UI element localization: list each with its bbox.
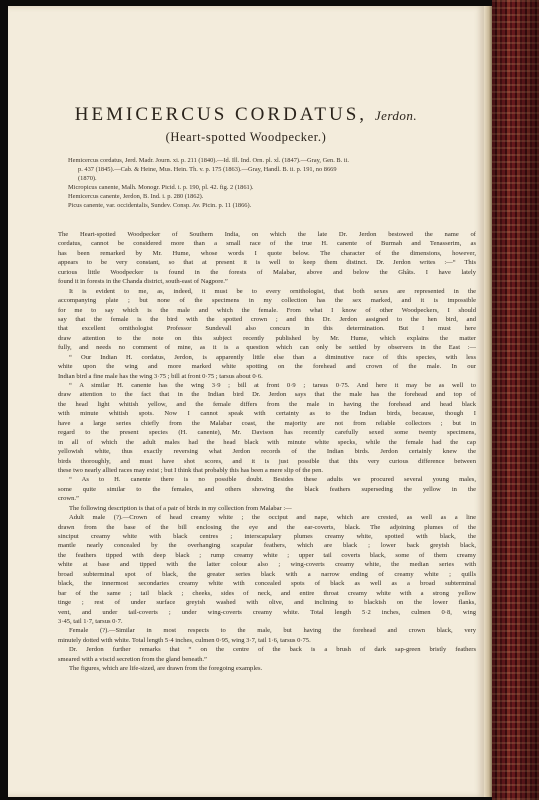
body-line: Adult male (?).—Crown of head creamy white ; the occiput and nape, which are crested, as well as a line xyxy=(69,514,476,522)
body-line: in all of which the adult males had the head black with minute white specks, while the female had the cap xyxy=(58,438,476,446)
body-line: cordatus, cannot be considered more than a small race of the true H. canente of Burmah and Tenasserim, as xyxy=(58,240,476,248)
synonymy-line: Hemicercus canente, Jerdon, B. Ind. i. p. 280 (1862). xyxy=(68,193,204,201)
body-line: “ A similar H. canente has the wing 3·9 ; bill at front 0·9 ; tarsus 0·75. And here it may be as well to xyxy=(69,382,476,389)
body-line: yellowish white, thus exactly reversing what Jerdon records of the Indian birds. Jerdon certainly knew the xyxy=(58,448,476,456)
body-line: these two nearly allied races may exist ; but I think that probably this has been a mere slip of the pen. xyxy=(58,466,324,474)
book-edge-shadow xyxy=(492,0,539,800)
body-text xyxy=(58,230,476,674)
body-line: the head light whitish yellow, and the female differs from the male in having the forehead and head black xyxy=(58,400,476,408)
body-line: mantle nearly concealed by the overhanging scapular feathers, which are black ; lower back greyish black, xyxy=(58,542,476,550)
body-line: found it in forests in the Chanda district, south-east of Nagpore.” xyxy=(58,278,228,286)
body-line: regard to the present species (H. canente), Mr. Davison has recently carefully sexed some twenty specimens, xyxy=(58,429,476,437)
species-title xyxy=(8,104,484,126)
body-line: draw attention to the note on this subject recently published by Mr. Hume, which explains the matter xyxy=(58,334,476,342)
body-line: have a large series chiefly from the Malabar coast, the majority are not from reliable collectors ; but in xyxy=(58,419,476,427)
species-author: Jerdon. xyxy=(374,108,418,123)
synonymy-line: Micropicus canente, Malh. Monogr. Picid. i. p. 190, pl. 42. fig. 2 (1861). xyxy=(68,184,254,192)
body-line: black, the innermost secondaries creamy white with concealed spots of black as well as a broad subterminal xyxy=(58,580,476,588)
body-line: vent, and under tail-coverts ; under wing-coverts creamy white. Total length 5·2 inches, culmen 0·8, wing xyxy=(58,608,476,616)
synonymy-line: (1870). xyxy=(78,175,97,183)
body-line: It is evident to me, as, indeed, it must be to every ornithologist, that both sexes are represented in the xyxy=(69,287,476,295)
body-line: Indian bird a fine male has the wing 3·75 ; bill at front 0·75 ; tarsus about 0·6. xyxy=(58,372,263,380)
body-line: curious little Woodpecker is found in the forests of Malabar, above and below the Ghâts. I have lately xyxy=(58,268,476,276)
body-line: bar of the same ; tail black ; cheeks, sides of neck, and entire throat creamy white with a strong yellow xyxy=(58,589,476,597)
body-line: Dr. Jerdon further remarks that “ on the centre of the back is a brush of dark sap-green bristly feathers xyxy=(69,646,476,654)
body-line: appears to be very constant, so that at present it is well to keep them distinct. Dr. Jerdon writes :—“ This xyxy=(58,259,476,267)
body-line: Female (?).—Similar in most respects to the male, but having the forehead and crown black, very xyxy=(69,627,476,635)
body-line: the feathers tipped with deep black ; rump creamy white ; upper tail coverts black, some of them creamy xyxy=(58,551,476,559)
body-line: 3·45, tail 1·7, tarsus 0·7. xyxy=(58,617,123,625)
synonymy-block xyxy=(68,156,468,211)
book-page xyxy=(8,6,484,797)
body-line: some quite similar to the females, and others showing the black feathers superseding the yellow in the xyxy=(58,485,476,493)
species-name: HEMICERCUS CORDATUS, xyxy=(74,104,368,125)
body-line: has been remarked by Mr. Hume, whose words I quote below. The character of the dimensions, however, xyxy=(58,249,476,257)
body-line: minutely dotted with white. Total length 5·4 inches, culmen 0·95, wing 3·7, tail 1·6, tarsus 0·75. xyxy=(58,636,311,644)
body-line: tinge ; rest of under surface greyish washed with olive, and inclining to blackish on the lower flanks, xyxy=(58,599,476,607)
body-line: birds thoroughly, and must have shot scores, and it is just possible that this very curious difference between xyxy=(58,457,476,465)
body-line: smeared with a viscid secretion from the gland beneath.” xyxy=(58,655,207,663)
synonymy-line: p. 437 (1845).—Cab. & Heine, Mus. Hein. Th. v. p. 175 (1863).—Gray, Handl. B. ii. p. 191, no 8669 xyxy=(78,166,337,174)
body-line: drawn from the base of the bill enclosing the eye and the ear-coverts, black. The adjoining plumes of the xyxy=(58,523,476,531)
body-line: broad subterminal spot of black, the greater series black with a narrow ending of creamy white ; quills xyxy=(58,570,476,578)
body-line: say that the female is the bird with the spotted crown ; and this Dr. Jerdon assigned to the hen bird, and xyxy=(58,315,476,323)
body-line: for me to say which is the male and which the female. From what I know of other Woodpeckers, I should xyxy=(58,306,476,314)
body-line: white upon the wing and more marked white spotting on the forehead and crown of the male. In our xyxy=(58,363,476,371)
synonymy-line: Hemicercus cordatus, Jerd. Madr. Journ. xi. p. 211 (1840).—Id. Ill. Ind. Orn. pl. xl. (1847).—Gray, Gen. B. ii. xyxy=(68,157,350,164)
body-line: with minute whitish spots. Now I cannot speak with certainty as to the Indian birds, because, though I xyxy=(58,410,476,418)
body-line: “ As to H. canente there is no possible doubt. Besides these adults we procured several young males, xyxy=(69,476,476,484)
body-line: The Heart-spotted Woodpecker of Southern India, on which the late Dr. Jerdon bestowed the name of xyxy=(58,231,476,238)
synonymy-line: Picus canente, var. occidentalis, Sundev. Consp. Av. Picin. p. 11 (1866). xyxy=(68,202,252,210)
body-line: fully, and needs no comment of mine, as it is a question which can only be settled by observers in the East :— xyxy=(58,344,476,352)
body-line: sinciput creamy white with black centres ; interscapulary plumes creamy white, spotted with black, the xyxy=(58,533,476,540)
body-line: draw attention to the fact that in the Indian bird Dr. Jerdon says that the male has the forehead and top of xyxy=(58,391,476,399)
body-line: crown.” xyxy=(58,495,79,503)
body-line: “ Our Indian H. cordatus, Jerdon, is apparently little else than a diminutive race of this species, with less xyxy=(69,353,476,361)
body-line: The following description is that of a pair of birds in my collection from Malabar :— xyxy=(69,504,292,512)
page-gutter xyxy=(484,6,492,797)
body-line: white at base and tipped with the latter colour also ; wing-coverts creamy white, the median series with xyxy=(58,561,476,569)
common-name: (Heart-spotted Woodpecker.) xyxy=(165,130,327,144)
body-line: accompanying plate ; but none of the specimens in my collection has the sex marked, and it is impossible xyxy=(58,297,476,305)
body-line: that excellent ornithologist Professor Sundevall also concurs in this determination. But I must here xyxy=(58,325,476,333)
body-line: The figures, which are life-sized, are drawn from the foregoing examples. xyxy=(69,665,263,673)
